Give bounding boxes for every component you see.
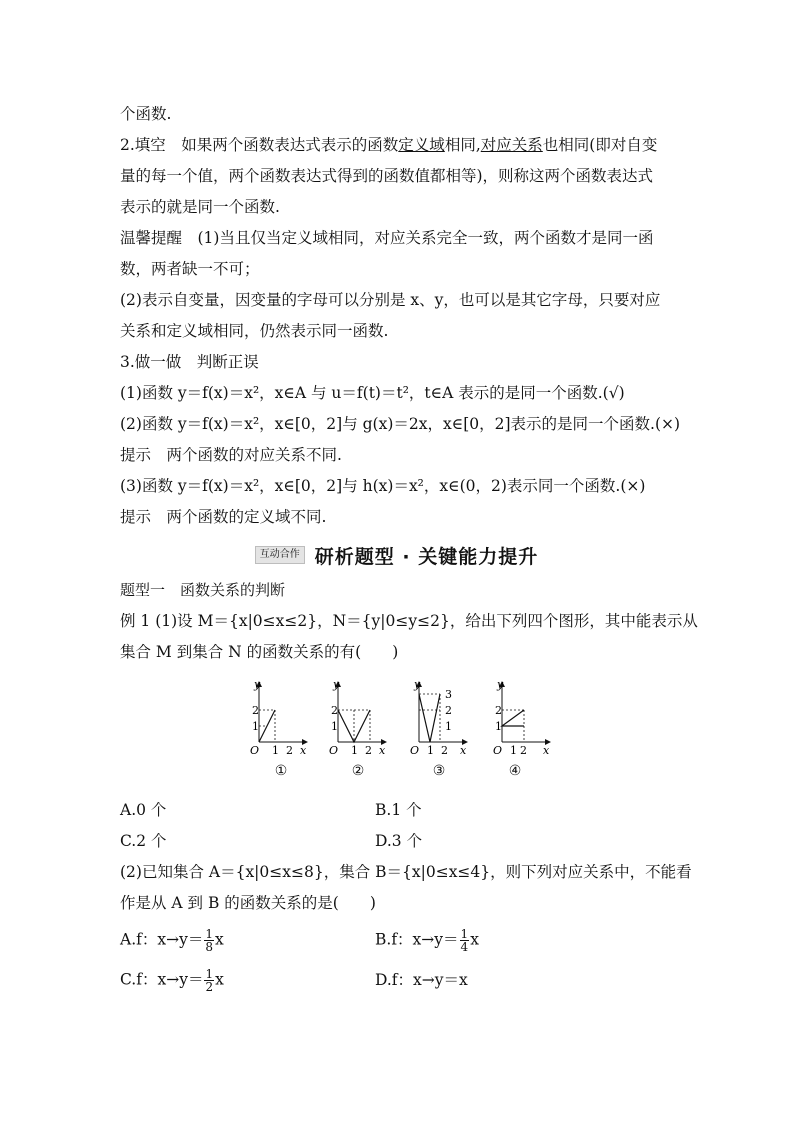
- denominator: 4: [460, 940, 469, 954]
- graph-3: [410, 678, 467, 757]
- numerator: 1: [205, 927, 213, 941]
- option-a-mapping[interactable]: [120, 928, 224, 953]
- numerator: 1: [460, 927, 469, 941]
- text-span: 2.填空 如果两个函数表达式表示的函数: [120, 136, 399, 154]
- text-line: 个函数.: [120, 105, 172, 123]
- question-line: 作是从 A 到 B 的函数关系的是( ): [120, 894, 376, 912]
- graph-1: [250, 678, 307, 757]
- text-line: (2)函数 y＝f(x)＝x²，x∈[0，2]与 g(x)＝2x，x∈[0，2]表示的是同一个函数.(×): [120, 415, 681, 433]
- denominator: 2: [205, 980, 214, 994]
- tick-label: 2: [441, 744, 448, 757]
- tick-label: 2: [286, 744, 293, 757]
- origin-label: O: [493, 744, 503, 757]
- tick-label: 1: [252, 720, 259, 733]
- option-b-mapping[interactable]: [375, 928, 479, 953]
- fraction: [204, 968, 214, 993]
- option-text: A.f：x→y＝: [120, 930, 204, 949]
- x-axis-label: x: [300, 744, 307, 757]
- type-heading: 题型一 函数关系的判断: [120, 581, 286, 599]
- text-line: 提示 两个函数的定义域不同.: [120, 508, 327, 526]
- question-line: 集合 M 到集合 N 的函数关系的有( ): [120, 643, 399, 661]
- figure-label-3: ③: [432, 763, 446, 779]
- graphs-svg: [0, 672, 793, 784]
- option-text: x: [470, 930, 479, 949]
- numerator: 1: [205, 967, 214, 981]
- option-c[interactable]: C.2 个: [120, 832, 167, 850]
- tick-label: 2: [495, 704, 502, 717]
- option-text: C.f：x→y＝: [120, 970, 204, 989]
- tick-label: 1: [331, 720, 338, 733]
- denominator: 8: [205, 940, 213, 954]
- graph-2: [329, 678, 386, 757]
- y-axis-label: y: [414, 678, 421, 691]
- text-line: 关系和定义域相同，仍然表示同一函数.: [120, 322, 389, 340]
- text-line: 量的每一个值，两个函数表达式得到的函数值都相等)，则称这两个函数表达式: [120, 167, 654, 185]
- origin-label: O: [250, 744, 260, 757]
- option-text: B.f：x→y＝: [375, 930, 459, 949]
- fill-in-line: [120, 135, 657, 155]
- tick-label: 1: [272, 744, 279, 757]
- y-axis-label: y: [254, 678, 261, 691]
- tick-label: 1: [351, 744, 358, 757]
- figure-label-1: ①: [274, 763, 288, 779]
- option-d-mapping[interactable]: D.f：x→y＝x: [375, 971, 468, 989]
- origin-label: O: [410, 744, 420, 757]
- section-header: [0, 541, 793, 569]
- section-title: 研析题型 · 关键能力提升: [314, 545, 539, 568]
- figure-label-2: ②: [351, 763, 365, 779]
- text-line: (2)表示自变量，因变量的字母可以分别是 x、y，也可以是其它字母，只要对应: [120, 291, 661, 309]
- text-span: 也相同(即对自变: [542, 136, 658, 154]
- tick-label: 1: [495, 720, 502, 733]
- text-span: 相同,: [444, 136, 481, 154]
- question-line: 例 1 (1)设 M＝{x|0≤x≤2}，N＝{y|0≤y≤2}，给出下列四个图形，其中能表示从: [120, 612, 698, 630]
- option-c-mapping[interactable]: [120, 968, 224, 993]
- graph-4: [493, 678, 550, 757]
- fraction: [460, 928, 470, 953]
- option-b[interactable]: B.1 个: [375, 801, 422, 819]
- underlined-correspondence: 对应关系: [480, 136, 543, 154]
- section-badge: 互动合作: [255, 546, 305, 564]
- text-line: 温馨提醒 (1)当且仅当定义域相同，对应关系完全一致，两个函数才是同一函: [120, 229, 654, 247]
- tick-label: 1: [445, 720, 452, 733]
- tick-label: 2: [331, 704, 338, 717]
- figure-label-4: ④: [508, 763, 522, 779]
- y-axis-label: y: [333, 678, 340, 691]
- option-d[interactable]: D.3 个: [375, 832, 423, 850]
- tick-label: 2: [365, 744, 372, 757]
- option-a[interactable]: A.0 个: [120, 801, 167, 819]
- x-axis-label: x: [379, 744, 386, 757]
- tick-label: 2: [445, 704, 452, 717]
- text-line: 数，两者缺一不可；: [120, 260, 260, 278]
- question-line: (2)已知集合 A＝{x|0≤x≤8}，集合 B＝{x|0≤x≤4}，则下列对应关系中，不能看: [120, 863, 692, 881]
- tick-label: 2: [520, 744, 527, 757]
- tick-label: 1: [510, 744, 517, 757]
- y-axis-label: y: [497, 678, 504, 691]
- text-line: 表示的就是同一个函数.: [120, 198, 280, 216]
- option-text: x: [215, 970, 224, 989]
- origin-label: O: [329, 744, 339, 757]
- text-line: 3.做一做 判断正误: [120, 353, 259, 371]
- underlined-domain: 定义域: [398, 136, 445, 154]
- tick-label: 1: [427, 744, 434, 757]
- text-line: (1)函数 y＝f(x)＝x²，x∈A 与 u＝f(t)＝t²，t∈A 表示的是同一个函数.(√): [120, 384, 625, 402]
- text-line: (3)函数 y＝f(x)＝x²，x∈[0，2]与 h(x)＝x²，x∈(0，2)表示同一个函数.(×): [120, 477, 646, 495]
- x-axis-label: x: [460, 744, 467, 757]
- tick-label: 3: [445, 688, 452, 701]
- tick-label: 2: [252, 704, 259, 717]
- function-graphs: [0, 672, 793, 784]
- text-line: 提示 两个函数的对应关系不同.: [120, 446, 342, 464]
- option-text: x: [214, 930, 224, 949]
- fraction: [204, 928, 214, 953]
- x-axis-label: x: [543, 744, 550, 757]
